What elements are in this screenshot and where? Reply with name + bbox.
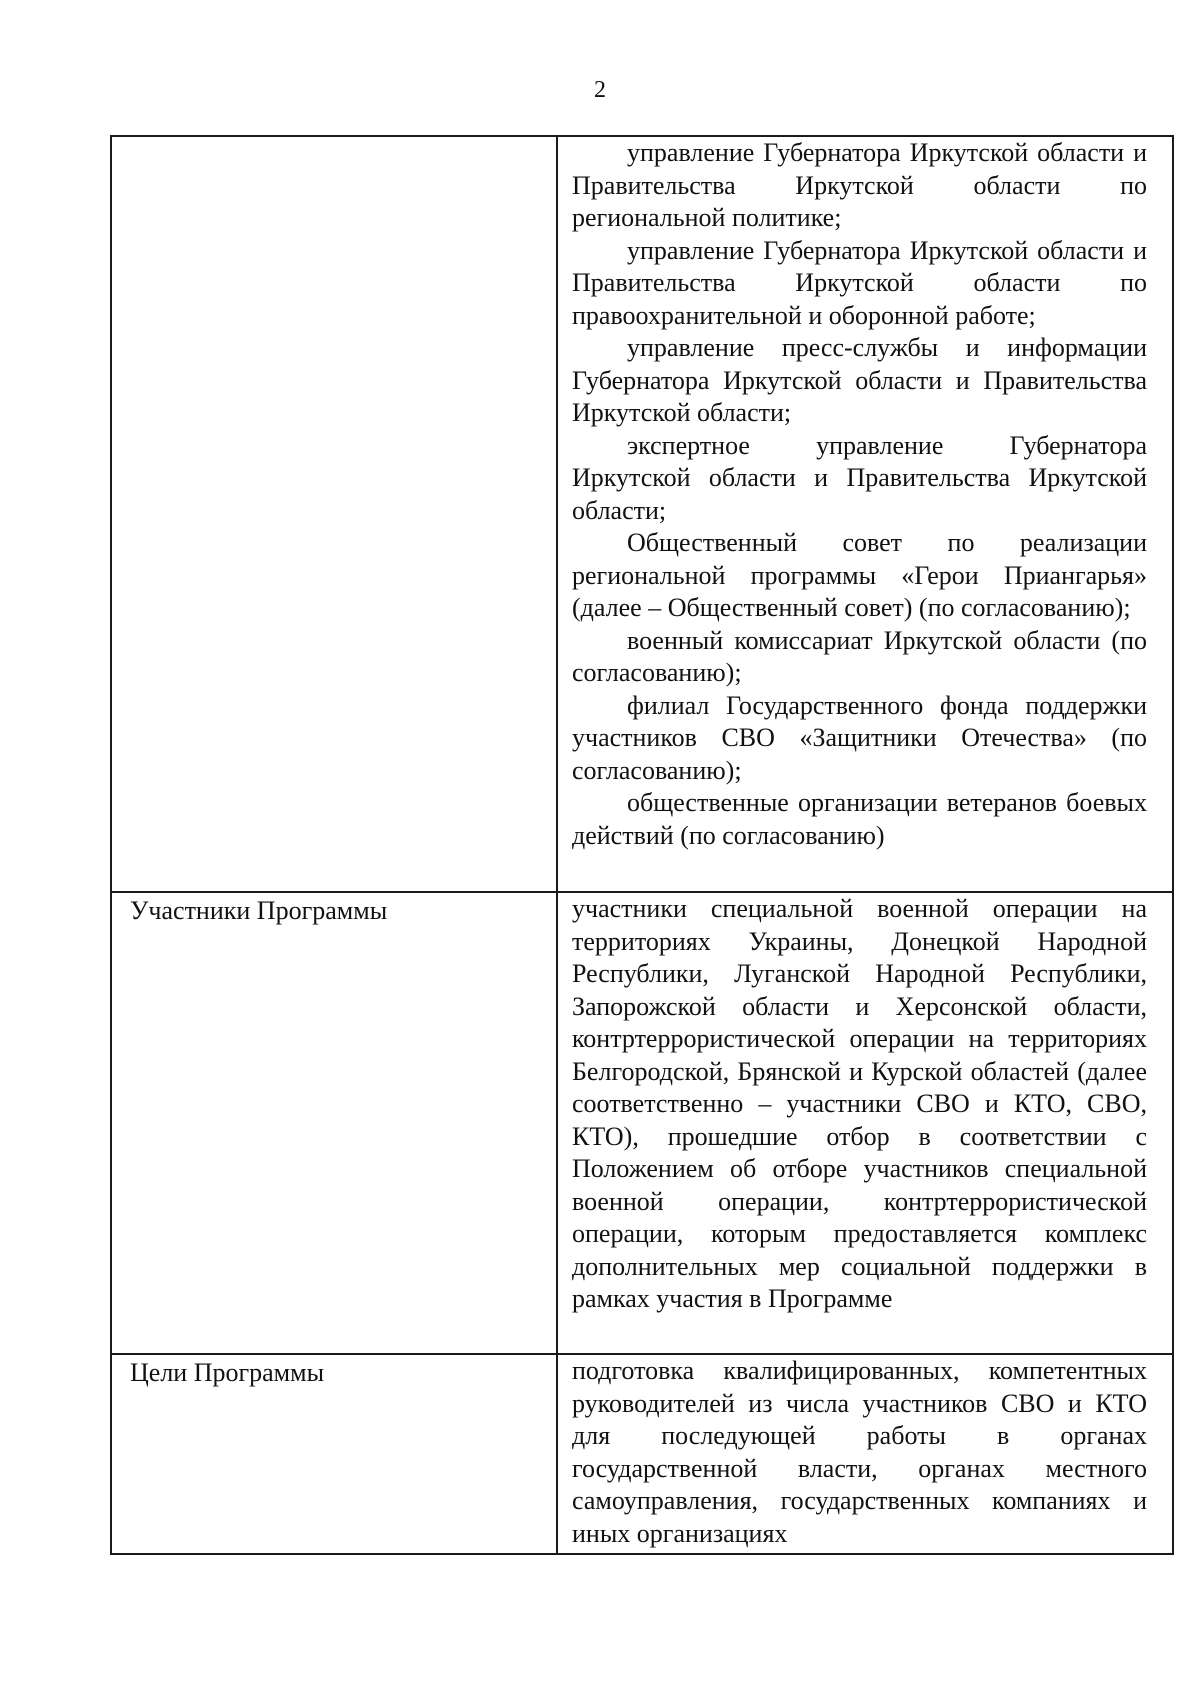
executor-item: управление Губернатора Иркутской области и Правительства Иркутской области по правоохранительной и оборонной работе;: [572, 235, 1147, 330]
table-row-goals: [111, 1354, 1173, 1554]
goals-text: подготовка квалифицированных, компетентных руководителей из числа участников СВО и КТО для последующей работы в органах государственной власти, органах местного самоуправления, государственных компаниях и иных организациях: [572, 1356, 1147, 1548]
executor-item: экспертное управление Губернатора Иркутской области и Правительства Иркутской области;: [572, 430, 1147, 525]
table-row-participants: [111, 892, 1173, 1354]
row-label-participants: Участники Программы: [111, 892, 557, 1354]
row-content-participants: [557, 892, 1173, 1354]
program-passport-table: [110, 135, 1174, 1555]
executor-item: управление пресс-службы и информации Губернатора Иркутской области и Правительства Иркутской области;: [572, 333, 1147, 427]
participants-text: участники специальной военной операции на территориях Украины, Донецкой Народной Республики, Луганской Народной Республики, Запорожской области и Херсонской области, контртеррористической операции на территориях Белгородской, Брянской и Курской областей (далее соответственно – участники СВО и КТО, СВО, КТО), прошедшие отбор в соответствии с Положением об отборе участников специальной военной операции, контртеррористической операции, которым предоставляется комплекс дополнительных мер социальной поддержки в рамках участия в Программе: [572, 894, 1147, 1313]
row-label-empty: [111, 136, 557, 892]
row-content-executors: [557, 136, 1173, 892]
page-number: 2: [594, 77, 606, 103]
row-content-goals: [557, 1354, 1173, 1554]
executor-item: Общественный совет по реализации региональной программы «Герои Приангарья» (далее – Общественный совет) (по согласованию);: [572, 528, 1147, 622]
executor-item: военный комиссариат Иркутской области (по согласованию);: [572, 625, 1147, 687]
executor-item: филиал Государственного фонда поддержки участников СВО «Защитники Отечества» (по согласованию);: [572, 690, 1147, 785]
executor-item: управление Губернатора Иркутской области и Правительства Иркутской области по региональной политике;: [572, 138, 1147, 232]
executor-item: общественные организации ветеранов боевых действий (по согласованию): [572, 788, 1147, 850]
row-label-goals: Цели Программы: [111, 1354, 557, 1554]
table-row-executors: [111, 136, 1173, 892]
